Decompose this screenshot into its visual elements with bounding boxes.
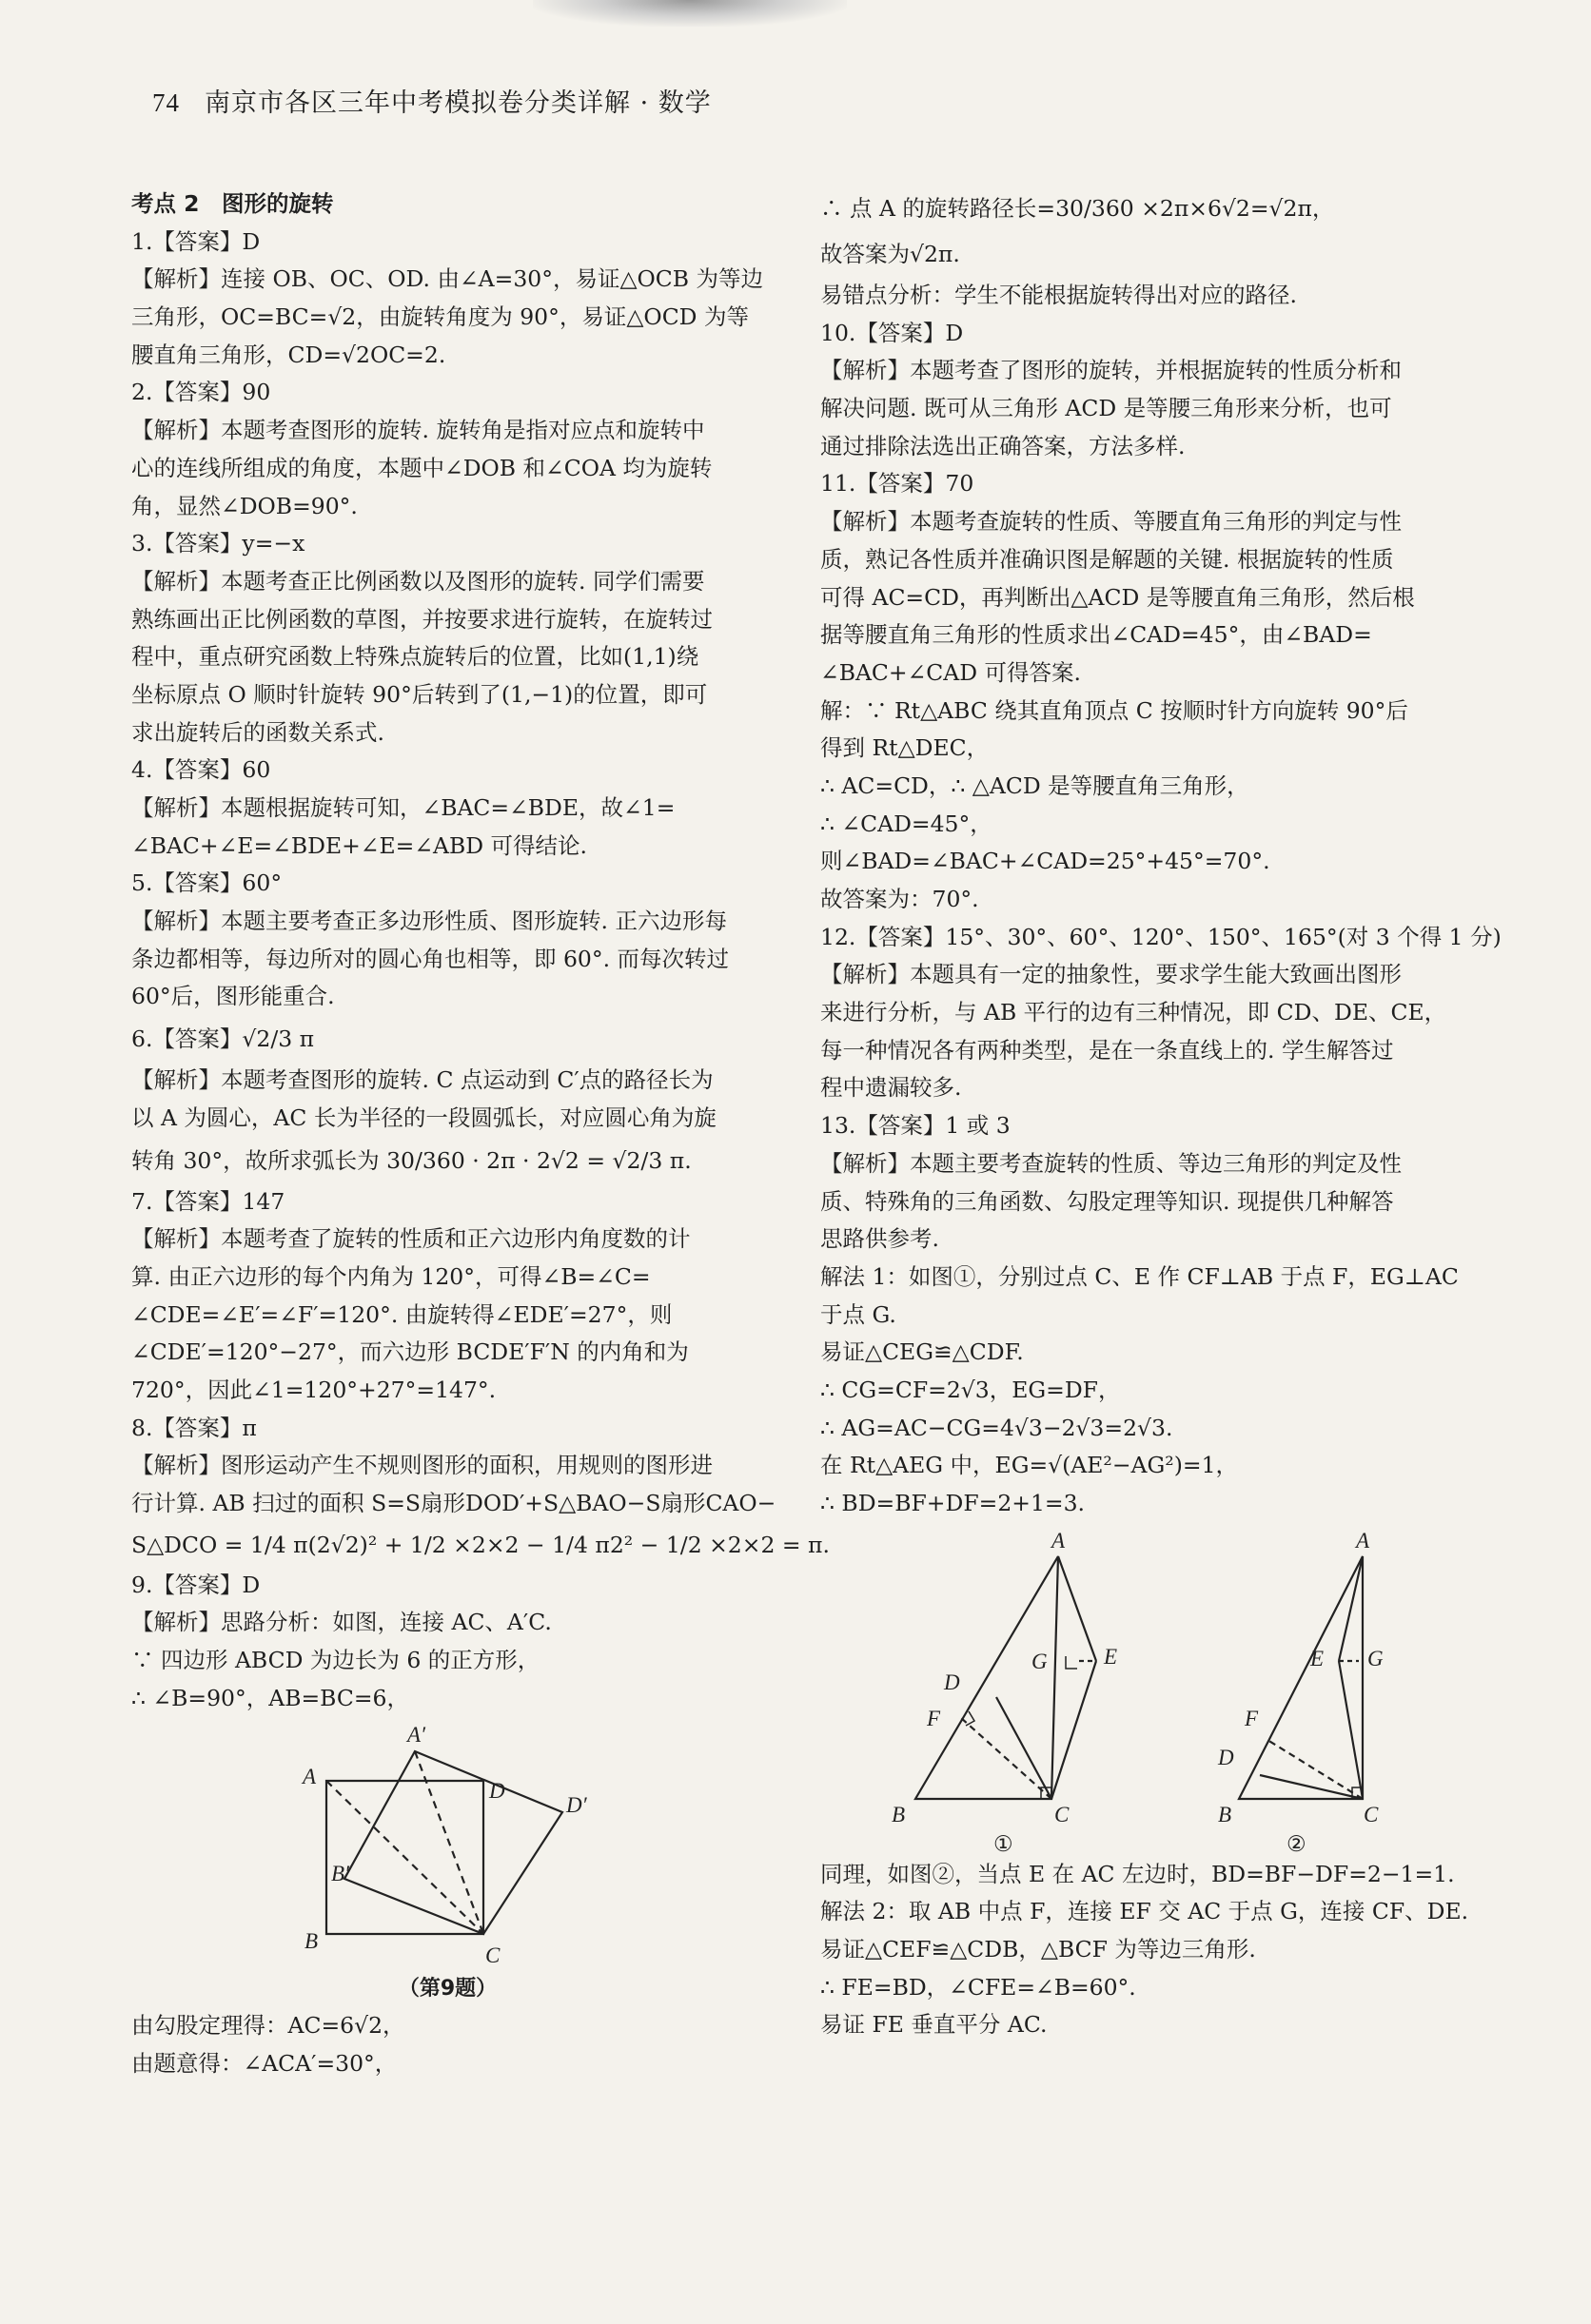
text-line: 每一种情况各有两种类型，是在一条直线上的. 学生解答过 bbox=[820, 1036, 1394, 1064]
segment-ae-1 bbox=[1058, 1556, 1096, 1661]
section-title: 考点 2 图形的旋转 bbox=[131, 190, 334, 217]
page-header bbox=[152, 82, 712, 119]
text-line: 易错点分析：学生不能根据旋转得出对应的路径. bbox=[820, 282, 1297, 308]
answer-10: 10.【答案】D bbox=[820, 319, 964, 346]
answer-3: 3.【答案】y=−x bbox=[131, 530, 305, 557]
text-line: ∴ FE=BD，∠CFE=∠B=60°. bbox=[820, 1973, 1136, 2001]
text-line: 于点 G. bbox=[820, 1300, 896, 1328]
label-b: B bbox=[304, 1929, 319, 1954]
text-line: ∴ AG=AC−CG=4√3−2√3=2√3. bbox=[820, 1414, 1173, 1441]
square-rotated bbox=[344, 1751, 562, 1934]
fig2-label-d: D bbox=[1218, 1745, 1234, 1769]
segment-cd-2 bbox=[1260, 1775, 1363, 1799]
text-line: 720°，因此∠1=120°+27°=147°. bbox=[131, 1376, 497, 1403]
page-curl-shadow bbox=[533, 0, 847, 27]
text-line: 在 Rt△AEG 中，EG=√(AE²−AG²)=1， bbox=[820, 1452, 1239, 1479]
text-line: 解法 2：取 AB 中点 F，连接 EF 交 AC 于点 G，连接 CF、DE. bbox=[820, 1898, 1469, 1925]
text-line: 解法 1：如图①，分别过点 C、E 作 CF⊥AB 于点 F，EG⊥AC bbox=[820, 1262, 1459, 1290]
text-line: 思路供参考. bbox=[820, 1225, 939, 1253]
text-line: 程中遗漏较多. bbox=[820, 1074, 962, 1102]
answer-8: 8.【答案】π bbox=[131, 1414, 257, 1441]
answer-6: 6.【答案】√2/3 π bbox=[131, 1025, 315, 1053]
text-line: 易证△CEG≌△CDF. bbox=[820, 1338, 1024, 1366]
text-line: 可得 AC=CD，再判断出△ACD 是等腰直角三角形，然后根 bbox=[820, 583, 1415, 611]
fig1-label-c: C bbox=[1054, 1802, 1070, 1826]
fig1-label-d: D bbox=[944, 1670, 960, 1694]
answer-5: 5.【答案】60° bbox=[131, 869, 283, 897]
diagonal-a-prime-c bbox=[415, 1751, 483, 1934]
segment-ae-2 bbox=[1339, 1556, 1363, 1661]
text-line: 心的连线所组成的角度，本题中∠DOB 和∠COA 均为旋转 bbox=[131, 454, 713, 481]
text-line: 则∠BAD=∠BAC+∠CAD=25°+45°=70°. bbox=[820, 848, 1270, 875]
label-a: A bbox=[303, 1765, 317, 1789]
answer-12: 12.【答案】15°、30°、60°、120°、150°、165°(对 3 个得 1 分) bbox=[820, 923, 1502, 950]
triangle-abc-1 bbox=[915, 1556, 1058, 1799]
fig2-label-c: C bbox=[1364, 1802, 1379, 1826]
text-line: ∴ AC=CD，∴ △ACD 是等腰直角三角形， bbox=[820, 771, 1249, 799]
segment-cf-2 bbox=[1267, 1740, 1363, 1799]
square-rotation-diagram bbox=[131, 1717, 764, 1974]
text-line: 三角形，OC=BC=√2，由旋转角度为 90°，易证△OCD 为等 bbox=[131, 303, 749, 331]
fig1-label-f: F bbox=[927, 1706, 941, 1730]
text-line: 【解析】本题考查图形的旋转. C 点运动到 C′点的路径长为 bbox=[131, 1066, 714, 1094]
answer-4: 4.【答案】60 bbox=[131, 756, 271, 784]
text-line: 【解析】本题考查正比例函数以及图形的旋转. 同学们需要 bbox=[131, 567, 705, 595]
text-line: 腰直角三角形，CD=√2OC=2. bbox=[131, 341, 446, 368]
label-d-prime: D′ bbox=[566, 1793, 587, 1818]
label-b-prime: B′ bbox=[331, 1862, 350, 1886]
fig1-label-b: B bbox=[892, 1802, 906, 1826]
text-line: ∠BAC+∠E=∠BDE+∠E=∠ABD 可得结论. bbox=[131, 831, 588, 859]
text-line: 来进行分析，与 AB 平行的边有三种情况，即 CD、DE、CE， bbox=[820, 999, 1447, 1026]
fig1-label-g: G bbox=[1031, 1649, 1048, 1673]
text-line: ∠CDE=∠E′=∠F′=120°. 由旋转得∠EDE′=27°，则 bbox=[131, 1300, 673, 1328]
text-line: 【解析】思路分析：如图，连接 AC、A′C. bbox=[131, 1609, 552, 1636]
segment-ec-1 bbox=[1051, 1661, 1096, 1799]
text-line: 条边都相等，每边所对的圆心角也相等，即 60°. 而每次转过 bbox=[131, 945, 730, 972]
text-line: 算. 由正六边形的每个内角为 120°，可得∠B=∠C= bbox=[131, 1262, 651, 1290]
text-line: 质，熟记各性质并准确识图是解题的关键. 根据旋转的性质 bbox=[820, 545, 1394, 573]
right-angle-g-1 bbox=[1066, 1656, 1077, 1669]
fig2-label-b: B bbox=[1218, 1802, 1232, 1826]
text-line: 求出旋转后的函数关系式. bbox=[131, 718, 384, 746]
text-line: 转角 30°，故所求弧长为 30/360 · 2π · 2√2 = √2/3 π. bbox=[131, 1146, 692, 1174]
figure-q9 bbox=[131, 1717, 764, 2007]
fig2-label-e: E bbox=[1310, 1646, 1325, 1670]
triangle-abc-2 bbox=[1239, 1556, 1363, 1799]
text-line: 易证△CEF≌△CDB，△BCF 为等边三角形. bbox=[820, 1936, 1256, 1963]
fig1-label-e: E bbox=[1104, 1644, 1118, 1669]
fig2-label-g: G bbox=[1367, 1646, 1384, 1670]
text-line: 行计算. AB 扫过的面积 S=S扇形DOD′+S△BAO−S扇形CAO− bbox=[131, 1490, 776, 1516]
segment-cf-1 bbox=[960, 1717, 1051, 1799]
text-line: 【解析】本题根据旋转可知，∠BAC=∠BDE，故∠1= bbox=[131, 794, 676, 821]
fig1-caption: ① bbox=[993, 1831, 1013, 1856]
fig2-caption: ② bbox=[1287, 1831, 1306, 1856]
text-line: 据等腰直角三角形的性质求出∠CAD=45°，由∠BAD= bbox=[820, 621, 1372, 649]
text-line: 【解析】本题主要考查旋转的性质、等边三角形的判定及性 bbox=[820, 1149, 1402, 1177]
text-line: 以 A 为圆心，AC 长为半径的一段圆弧长，对应圆心角为旋 bbox=[131, 1103, 717, 1131]
text-line: ∵ 四边形 ABCD 为边长为 6 的正方形， bbox=[131, 1647, 540, 1674]
text-line: 解：∵ Rt△ABC 绕其直角顶点 C 按顺时针方向旋转 90°后 bbox=[820, 696, 1408, 724]
text-line: 由勾股定理得：AC=6√2， bbox=[131, 2012, 405, 2040]
rotation-triangles-diagram bbox=[820, 1523, 1469, 1856]
diagonal-ac bbox=[326, 1781, 483, 1934]
text-line: S△DCO = 1/4 π(2√2)² + 1/2 ×2×2 − 1/4 π2² − 1/2 ×2×2 = π. bbox=[131, 1531, 830, 1558]
answer-7: 7.【答案】147 bbox=[131, 1187, 285, 1215]
label-d: D bbox=[489, 1779, 505, 1804]
label-c: C bbox=[485, 1943, 501, 1968]
text-line: 【解析】图形运动产生不规则图形的面积，用规则的图形进 bbox=[131, 1452, 713, 1479]
text-line: 【解析】本题考查了旋转的性质和正六边形内角度数的计 bbox=[131, 1225, 691, 1253]
text-line: ∴ ∠B=90°，AB=BC=6， bbox=[131, 1684, 409, 1711]
page-number: 74 bbox=[152, 88, 180, 117]
text-line: 由题意得：∠ACA′=30°， bbox=[131, 2050, 398, 2078]
text-line: ∴ BD=BF+DF=2+1=3. bbox=[820, 1490, 1086, 1516]
segment-cd-1 bbox=[996, 1697, 1051, 1799]
answer-11: 11.【答案】70 bbox=[820, 470, 974, 498]
text-line: ∴ ∠CAD=45°， bbox=[820, 810, 992, 837]
text-line: ∠BAC+∠CAD 可得答案. bbox=[820, 658, 1082, 686]
text-line: 易证 FE 垂直平分 AC. bbox=[820, 2011, 1048, 2039]
figure-caption: （第9题） bbox=[398, 1977, 498, 2002]
text-line: ∠CDE′=120°−27°，而六边形 BCDE′F′N 的内角和为 bbox=[131, 1338, 689, 1366]
text-line: 【解析】本题主要考查正多边形性质、图形旋转. 正六边形每 bbox=[131, 908, 727, 935]
answer-9: 9.【答案】D bbox=[131, 1571, 261, 1598]
answer-1: 1.【答案】D bbox=[131, 227, 261, 255]
fig2-label-f: F bbox=[1245, 1706, 1259, 1730]
text-line: 坐标原点 O 顺时针旋转 90°后转到了(1,−1)的位置，即可 bbox=[131, 680, 708, 708]
segment-ec-2 bbox=[1339, 1661, 1363, 1799]
text-line: 程中，重点研究函数上特殊点旋转后的位置，比如(1,1)绕 bbox=[131, 643, 699, 671]
text-line: 解决问题. 既可从三角形 ACD 是等腰三角形来分析，也可 bbox=[820, 395, 1392, 422]
text-line: 熟练画出正比例函数的草图，并按要求进行旋转，在旋转过 bbox=[131, 605, 713, 633]
answer-13: 13.【答案】1 或 3 bbox=[820, 1112, 1011, 1140]
text-line: ∴ 点 A 的旋转路径长=30/360 ×2π×6√2=√2π， bbox=[820, 195, 1335, 222]
label-a-prime: A′ bbox=[407, 1723, 426, 1748]
text-line: 【解析】本题考查了图形的旋转，并根据旋转的性质分析和 bbox=[820, 357, 1402, 384]
text-line: 得到 Rt△DEC， bbox=[820, 734, 990, 762]
text-line: 【解析】连接 OB、OC、OD. 由∠A=30°，易证△OCB 为等边 bbox=[131, 265, 764, 293]
figure-q13 bbox=[820, 1523, 1469, 1856]
text-line: ∴ CG=CF=2√3，EG=DF， bbox=[820, 1376, 1121, 1403]
text-line: 【解析】本题考查图形的旋转. 旋转角是指对应点和旋转中 bbox=[131, 417, 705, 444]
fig2-label-a: A bbox=[1356, 1528, 1370, 1553]
left-column bbox=[131, 186, 830, 2083]
text-line: 【解析】本题考查旋转的性质、等腰直角三角形的判定与性 bbox=[820, 508, 1402, 536]
text-line: 质、特殊角的三角函数、勾股定理等知识. 现提供几种解答 bbox=[820, 1187, 1394, 1215]
right-column bbox=[820, 186, 1502, 2044]
text-line: 60°后，图形能重合. bbox=[131, 983, 335, 1010]
right-angle-f-1 bbox=[966, 1711, 974, 1726]
text-line: 故答案为：70°. bbox=[820, 886, 979, 912]
answer-2: 2.【答案】90 bbox=[131, 379, 271, 406]
text-line: 角，显然∠DOB=90°. bbox=[131, 492, 358, 519]
book-title: 南京市各区三年中考模拟卷分类详解 · 数学 bbox=[205, 88, 712, 118]
text-line: 同理，如图②，当点 E 在 AC 左边时，BD=BF−DF=2−1=1. bbox=[820, 1860, 1455, 1887]
fig1-label-a: A bbox=[1051, 1528, 1066, 1553]
text-line: 故答案为√2π. bbox=[820, 241, 960, 267]
text-line: 通过排除法选出正确答案，方法多样. bbox=[820, 432, 1186, 459]
text-line: 【解析】本题具有一定的抽象性，要求学生能大致画出图形 bbox=[820, 961, 1402, 988]
